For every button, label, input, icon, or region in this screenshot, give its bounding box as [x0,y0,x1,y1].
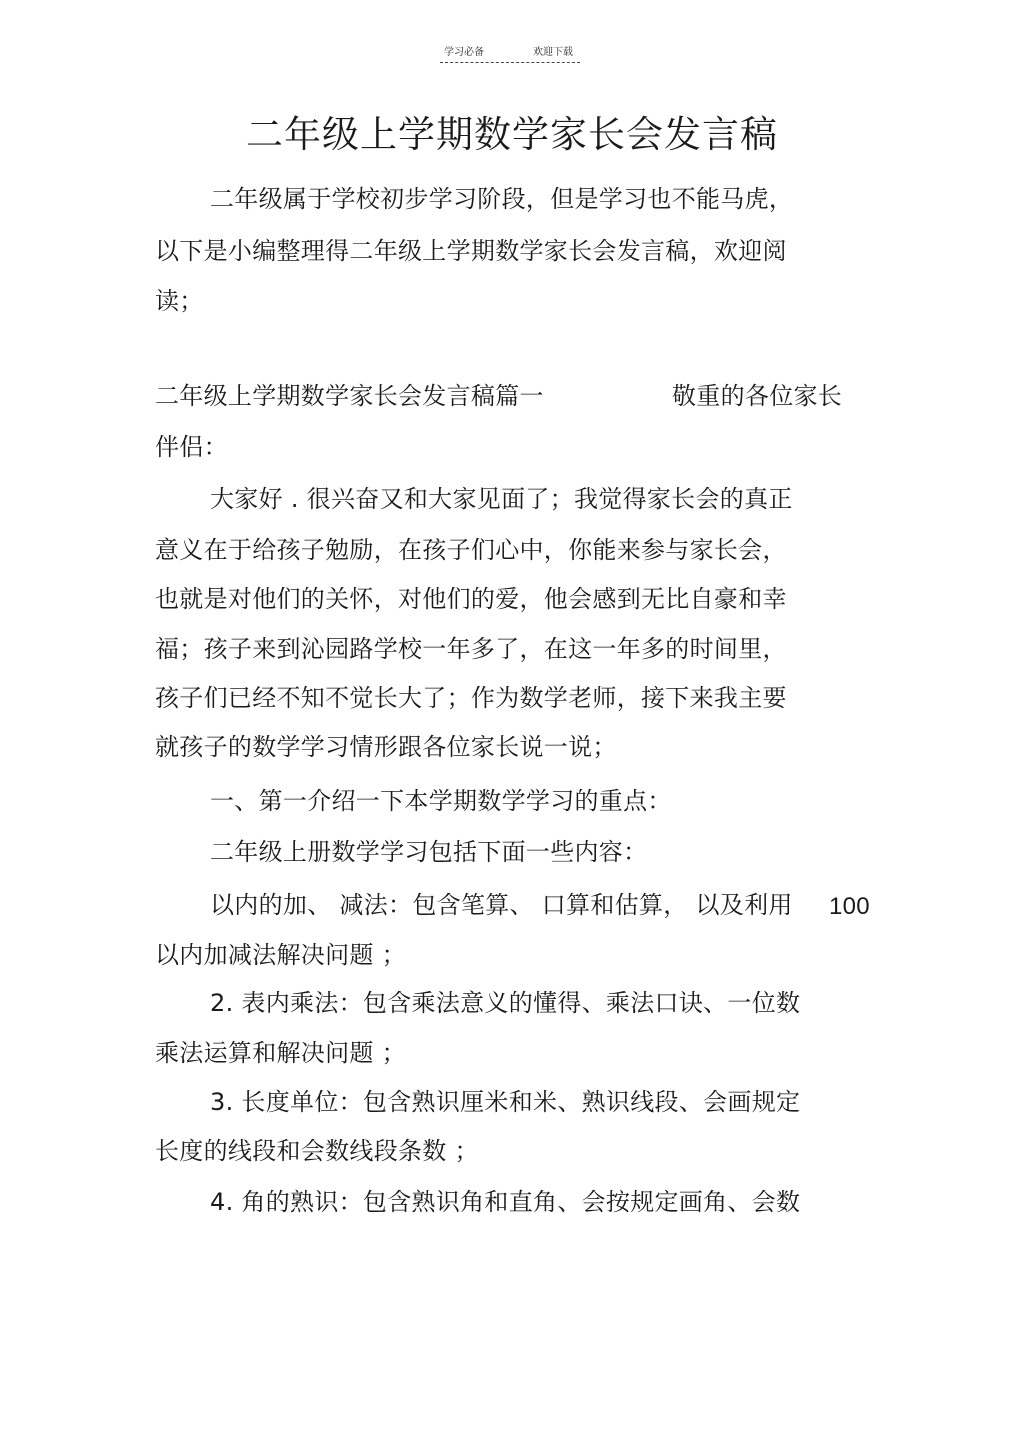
salutation-continued: 伴侣： [155,433,228,461]
list-heading: 一、第一介绍一下本学期数学学习的重点： [210,787,672,815]
header-right-text: 欢迎下载 [533,47,573,58]
list-item-line: 以内的加、 减法：包含笔算、 口算和估算， 以及利用 [210,891,793,919]
paragraph-line: 就孩子的数学学习情形跟各位家长说一说； [155,733,617,761]
list-item-line: 2. 表内乘法：包含乘法意义的懂得、乘法口诀、一位数 [210,989,801,1017]
paragraph-line: 也就是对他们的关怀，对他们的爱，他会感到无比自豪和幸 [155,585,787,613]
paragraph-line: 二年级属于学校初步学习阶段，但是学习也不能马虎， [210,185,794,213]
section-heading: 二年级上学期数学家长会发言稿篇一 [155,382,544,410]
header-left-text: 学习必备 [444,47,484,58]
paragraph-line: 读； [155,287,204,315]
document-title: 二年级上学期数学家长会发言稿 [246,113,778,156]
paragraph-line: 福；孩子来到沁园路学校一年多了，在这一年多的时间里， [155,635,787,663]
paragraph-line: 意义在于给孩子勉励，在孩子们心中，你能来参与家长会， [155,536,787,564]
list-item-line: 以内加减法解决问题 ； [155,941,406,969]
list-item-line: 乘法运算和解决问题 ； [155,1039,406,1067]
paragraph-line: 以下是小编整理得二年级上学期数学家长会发言稿，欢迎阅 [155,237,787,265]
paragraph-line: 二年级上册数学学习包括下面一些内容： [210,838,648,866]
list-item-line: 4. 角的熟识：包含熟识角和直角、会按规定画角、会数 [210,1188,801,1216]
list-item-line: 长度的线段和会数线段条数 ； [155,1137,479,1165]
page-header [440,40,580,63]
paragraph-line: 孩子们已经不知不觉长大了；作为数学老师，接下来我主要 [155,684,787,712]
list-item-line: 3. 长度单位：包含熟识厘米和米、熟识线段、会画规定 [210,1088,801,1116]
list-item-number: 100 [829,893,870,920]
salutation: 敬重的各位家长 [672,382,843,410]
paragraph-line: 大家好 . 很兴奋又和大家见面了；我觉得家长会的真正 [210,485,793,513]
